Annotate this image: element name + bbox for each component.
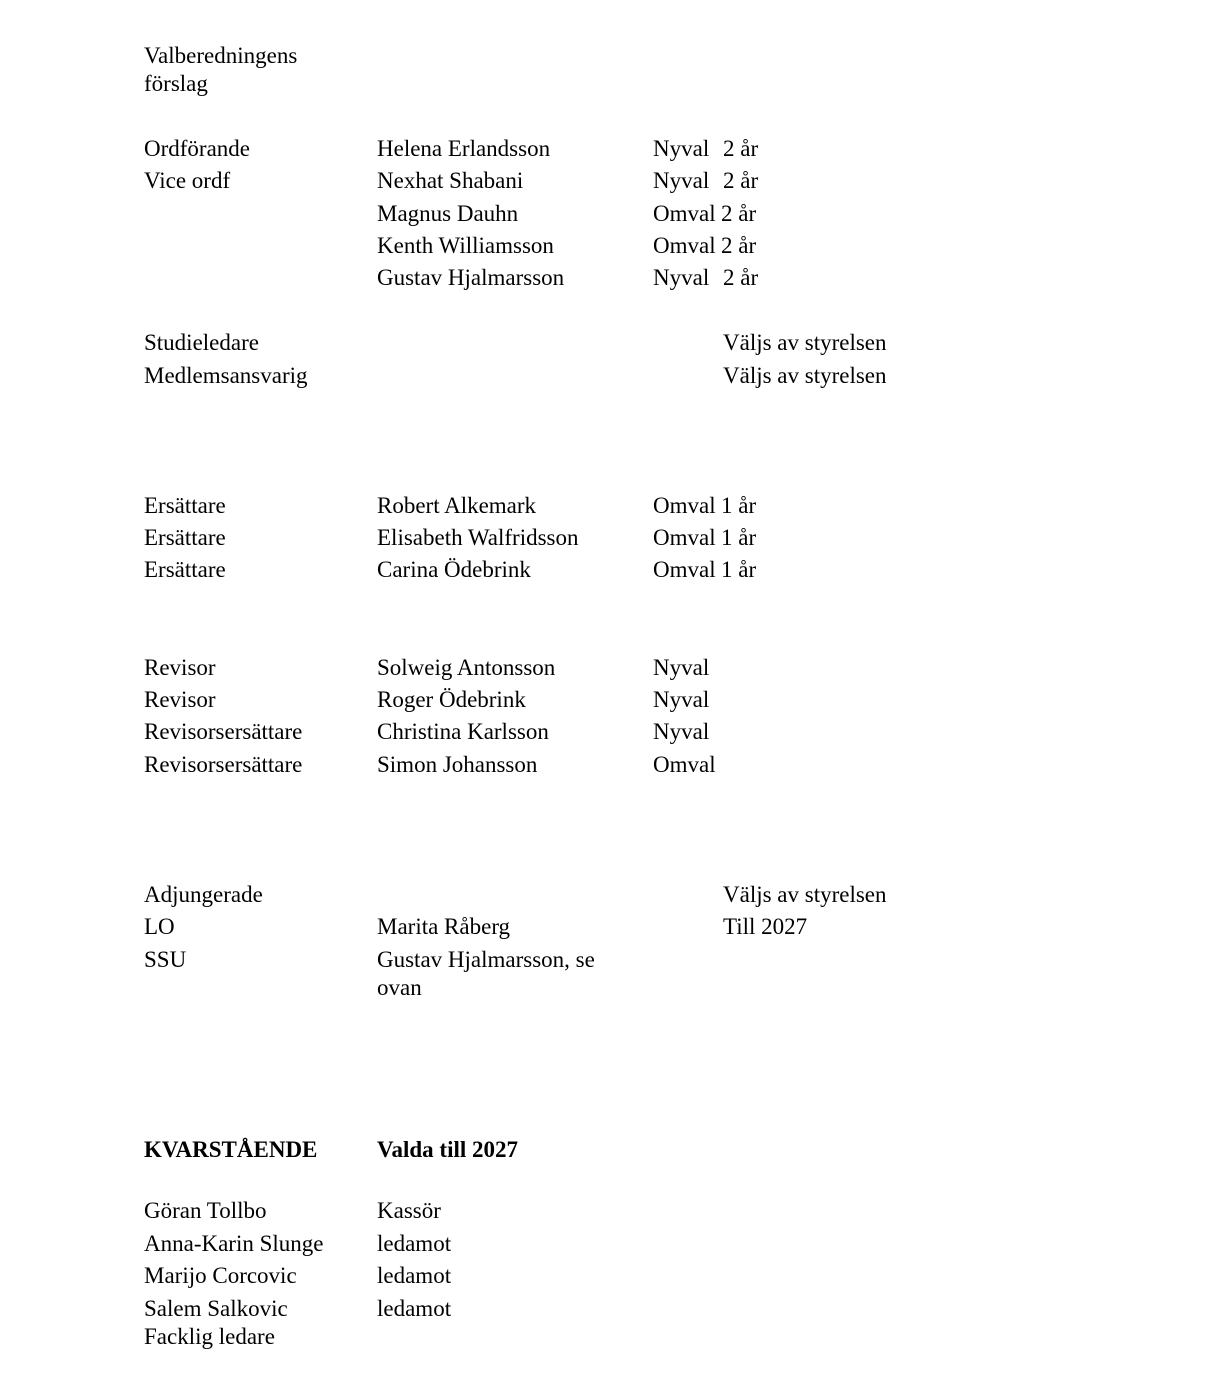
- term-length: 1 år: [721, 493, 757, 518]
- term-length: 1 år: [721, 557, 757, 582]
- remaining-subheading: Valda till 2027: [377, 1137, 519, 1162]
- role-label: Ordförande: [144, 136, 251, 161]
- appointment-note: Väljs av styrelsen: [723, 363, 887, 388]
- appointment-note: Väljs av styrelsen: [723, 882, 887, 907]
- role-label: Ersättare: [144, 557, 226, 582]
- role-label: ledamot: [377, 1263, 452, 1288]
- person-name: Marita Råberg: [377, 914, 511, 939]
- appointment-note: Väljs av styrelsen: [723, 330, 887, 355]
- adjunct-heading: Adjungerade: [144, 882, 263, 907]
- election-type: Omval: [653, 201, 716, 226]
- person-name: Helena Erlandsson: [377, 136, 551, 161]
- person-name: Gustav Hjalmarsson, se: [377, 947, 595, 972]
- role-label: Kassör: [377, 1198, 441, 1223]
- role-label: LO: [144, 914, 175, 939]
- role-label: ledamot: [377, 1296, 452, 1321]
- person-name: Magnus Dauhn: [377, 201, 519, 226]
- role-label: Revisor: [144, 687, 216, 712]
- person-name: Kenth Williamsson: [377, 233, 554, 258]
- document-title-line1: Valberedningens: [144, 43, 298, 68]
- role-label: Ersättare: [144, 493, 226, 518]
- term-length: 2 år: [721, 233, 757, 258]
- person-name: Solweig Antonsson: [377, 655, 556, 680]
- term-length: 1 år: [721, 525, 757, 550]
- term-note: Till 2027: [723, 914, 808, 939]
- role-label: Vice ordf: [144, 168, 231, 193]
- term-length: 2 år: [723, 136, 759, 161]
- person-name: Göran Tollbo: [144, 1198, 267, 1223]
- election-type: Nyval: [653, 655, 710, 680]
- person-name: Simon Johansson: [377, 752, 538, 777]
- term-length: 2 år: [723, 265, 759, 290]
- footer-note: Facklig ledare: [144, 1324, 275, 1349]
- role-label: Ersättare: [144, 525, 226, 550]
- person-name: Salem Salkovic: [144, 1296, 288, 1321]
- person-name: Roger Ödebrink: [377, 687, 526, 712]
- election-type: Omval: [653, 752, 716, 777]
- person-name: Anna-Karin Slunge: [144, 1231, 324, 1256]
- election-type: Omval: [653, 493, 716, 518]
- person-name: Christina Karlsson: [377, 719, 549, 744]
- person-name: Robert Alkemark: [377, 493, 537, 518]
- election-type: Omval: [653, 233, 716, 258]
- role-label: Revisor: [144, 655, 216, 680]
- person-name: Gustav Hjalmarsson: [377, 265, 565, 290]
- election-type: Nyval: [653, 687, 710, 712]
- remaining-heading: KVARSTÅENDE: [144, 1137, 318, 1162]
- person-name: Elisabeth Walfridsson: [377, 525, 579, 550]
- term-length: 2 år: [721, 201, 757, 226]
- election-type: Nyval: [653, 719, 710, 744]
- person-name: Carina Ödebrink: [377, 557, 531, 582]
- election-type: Nyval: [653, 136, 710, 161]
- election-type: Omval: [653, 525, 716, 550]
- role-label: Revisorsersättare: [144, 752, 303, 777]
- election-type: Omval: [653, 557, 716, 582]
- document-title-line2: förslag: [144, 71, 208, 96]
- person-name-continued: ovan: [377, 975, 422, 1000]
- role-label: Studieledare: [144, 330, 259, 355]
- role-label: ledamot: [377, 1231, 452, 1256]
- term-length: 2 år: [723, 168, 759, 193]
- role-label: Revisorsersättare: [144, 719, 303, 744]
- person-name: Nexhat Shabani: [377, 168, 524, 193]
- person-name: Marijo Corcovic: [144, 1263, 297, 1288]
- election-type: Nyval: [653, 265, 710, 290]
- role-label: Medlemsansvarig: [144, 363, 308, 388]
- role-label: SSU: [144, 947, 187, 972]
- election-type: Nyval: [653, 168, 710, 193]
